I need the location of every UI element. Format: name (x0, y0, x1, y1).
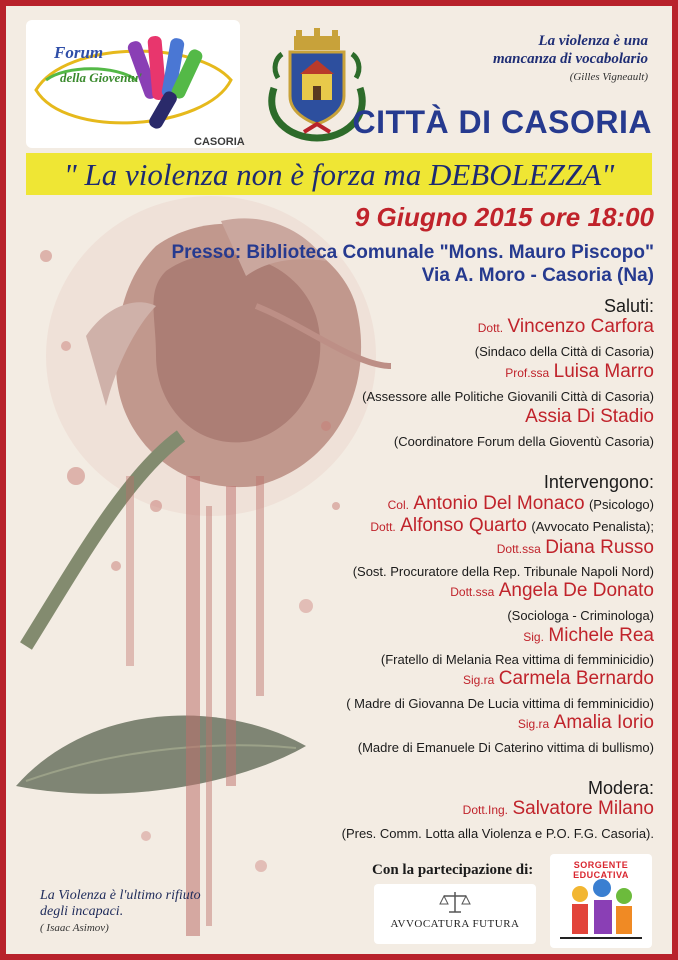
speaker-milano (463, 798, 654, 820)
speaker-title: Dott.Ing. (462, 803, 509, 817)
logo-casoria-text: CASORIA (194, 136, 245, 148)
poster (6, 6, 672, 954)
sorgente-educativa-logo (550, 854, 652, 948)
avvocatura-futura-logo (374, 884, 536, 944)
city-title: CITTÀ DI CASORIA (352, 104, 652, 140)
avvocatura-futura-text: AVVOCATURA FUTURA (390, 918, 520, 930)
speaker-de-donato (450, 580, 654, 602)
speaker-name: Alfonso Quarto (400, 515, 527, 536)
speaker-title: Dott. (370, 520, 396, 534)
speaker-title: Sig. (523, 630, 544, 644)
top-quote-line2: mancanza di vocabolario (492, 51, 648, 67)
speaker-del-monaco (388, 493, 654, 515)
intervengono-heading: Intervengono: (543, 472, 654, 492)
speaker-iorio (518, 712, 654, 734)
speaker-role: (Pres. Comm. Lotta alla Violenza e P.O. F.G. Casoria). (341, 826, 654, 841)
speaker-quarto (370, 515, 654, 537)
speaker-note: (Psicologo) (588, 497, 654, 512)
partners-label: Con la partecipazione di: (372, 862, 534, 878)
slogan-text: " La violenza non è forza ma DEBOLEZZA" (63, 157, 615, 192)
speaker-name: Luisa Marro (553, 361, 654, 382)
speaker-name: Amalia Iorio (553, 712, 654, 733)
speaker-di-stadio (525, 406, 654, 428)
bottom-quote (40, 888, 201, 936)
speaker-name: Antonio Del Monaco (413, 493, 585, 514)
speaker-name: Diana Russo (545, 537, 654, 558)
top-quote (493, 32, 648, 86)
logo-figures-graphic (560, 879, 642, 938)
venue-line2: Via A. Moro - Casoria (Na) (421, 265, 654, 286)
modera-heading: Modera: (587, 778, 654, 798)
top-quote-author: (Gilles Vigneault) (569, 71, 648, 83)
sorgente-educativa-text: SORGENTE EDUCATIVA (573, 860, 629, 880)
speaker-marro (505, 361, 654, 383)
speaker-name: Michele Rea (548, 625, 654, 646)
speaker-role: ( Madre di Giovanna De Lucia vittima di femminicidio) (346, 696, 654, 711)
speaker-title: Dott.ssa (496, 542, 541, 556)
slogan-banner (26, 153, 652, 195)
speaker-role: (Assessore alle Politiche Giovanili Città di Casoria) (362, 389, 654, 404)
scales-icon (374, 884, 536, 944)
speaker-carfora (478, 316, 654, 338)
logo-gioventu-text: della Gioventu' (60, 69, 142, 85)
speaker-bernardo (463, 668, 654, 690)
speaker-name: Vincenzo Carfora (507, 316, 654, 337)
bottom-quote-author: ( Isaac Asimov) (40, 922, 109, 934)
speaker-name: Salvatore Milano (512, 798, 654, 819)
speaker-role: (Coordinatore Forum della Gioventù Casoria) (393, 434, 654, 449)
logo-forum-text: Forum (54, 43, 104, 62)
saluti-heading: Saluti: (603, 296, 654, 316)
speaker-note: (Avvocato Penalista); (531, 519, 654, 534)
speaker-role: (Fratello di Melania Rea vittima di femminicidio) (380, 652, 654, 667)
top-quote-line1: La violenza è una (538, 33, 648, 49)
bottom-quote-line2: degli incapaci. (40, 904, 124, 919)
speaker-title: Sig.ra (517, 717, 550, 731)
forum-gioventu-logo (26, 20, 245, 148)
speaker-role: (Madre di Emanuele Di Caterino vittima di bullismo) (357, 740, 654, 755)
event-date: 9 Giugno 2015 ore 18:00 (354, 202, 654, 232)
venue-line1: Presso: Biblioteca Comunale "Mons. Mauro Piscopo" (171, 242, 654, 263)
speaker-name: Carmela Bernardo (498, 668, 654, 689)
bottom-quote-line1: La Violenza è l'ultimo rifiuto (40, 888, 201, 903)
speaker-name: Angela De Donato (498, 580, 654, 601)
speaker-role: (Sindaco della Città di Casoria) (474, 344, 654, 359)
speaker-role: (Sost. Procuratore della Rep. Tribunale Napoli Nord) (352, 564, 654, 579)
speaker-title: Dott.ssa (450, 585, 495, 599)
speaker-title: Col. (387, 498, 409, 512)
speaker-russo (497, 537, 654, 559)
speaker-title: Prof.ssa (505, 366, 550, 380)
speaker-title: Dott. (477, 321, 504, 335)
speaker-role: (Sociologa - Criminologa) (507, 608, 654, 623)
speaker-rea (523, 625, 654, 647)
speaker-name: Assia Di Stadio (525, 406, 654, 427)
speaker-title: Sig.ra (462, 673, 495, 687)
